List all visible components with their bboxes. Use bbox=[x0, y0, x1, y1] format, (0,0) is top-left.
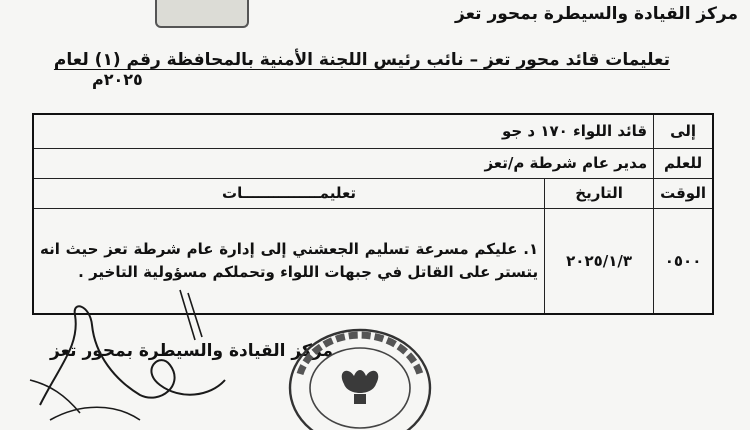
eagle-emblem-icon bbox=[342, 370, 379, 404]
date-header: التاريخ bbox=[545, 178, 654, 208]
official-seal bbox=[282, 326, 438, 430]
to-label: إلى bbox=[654, 114, 713, 148]
handwritten-signature bbox=[20, 285, 250, 425]
to-value: قائد اللواء ١٧٠ د جو bbox=[33, 114, 654, 148]
date-value: ٢٠٢٥/١/٣ bbox=[545, 208, 654, 314]
instruction-text: ١. عليكم مسرعة تسليم الجعشني إلى إدارة عام شرطة تعز حيث انه يتستر على القاتل في جبهات اللواء وتحملكم مسؤولية التاخير . bbox=[33, 208, 545, 314]
time-value: ٠٥٠٠ bbox=[654, 208, 713, 314]
document-title: تعليمات قائد محور تعز – نائب رئيس اللجنة الأمنية بالمحافظة رقم (١) لعام bbox=[53, 50, 670, 70]
time-header: الوقت bbox=[654, 178, 713, 208]
info-label: للعلم bbox=[654, 148, 713, 178]
info-row bbox=[33, 148, 713, 178]
to-row bbox=[33, 114, 713, 148]
header-row bbox=[33, 178, 713, 208]
header-organization: مركز القيادة والسيطرة بمحور تعز bbox=[455, 4, 738, 24]
signature-organization: مركز القيادة والسيطرة بمحور تعز bbox=[50, 341, 333, 361]
document-year: ٢٠٢٥م bbox=[92, 70, 143, 89]
top-stamp-fragment bbox=[155, 0, 249, 28]
info-value: مدير عام شرطة م/تعز bbox=[33, 148, 654, 178]
instructions-header: تعليمـــــــــــــــات bbox=[33, 178, 545, 208]
